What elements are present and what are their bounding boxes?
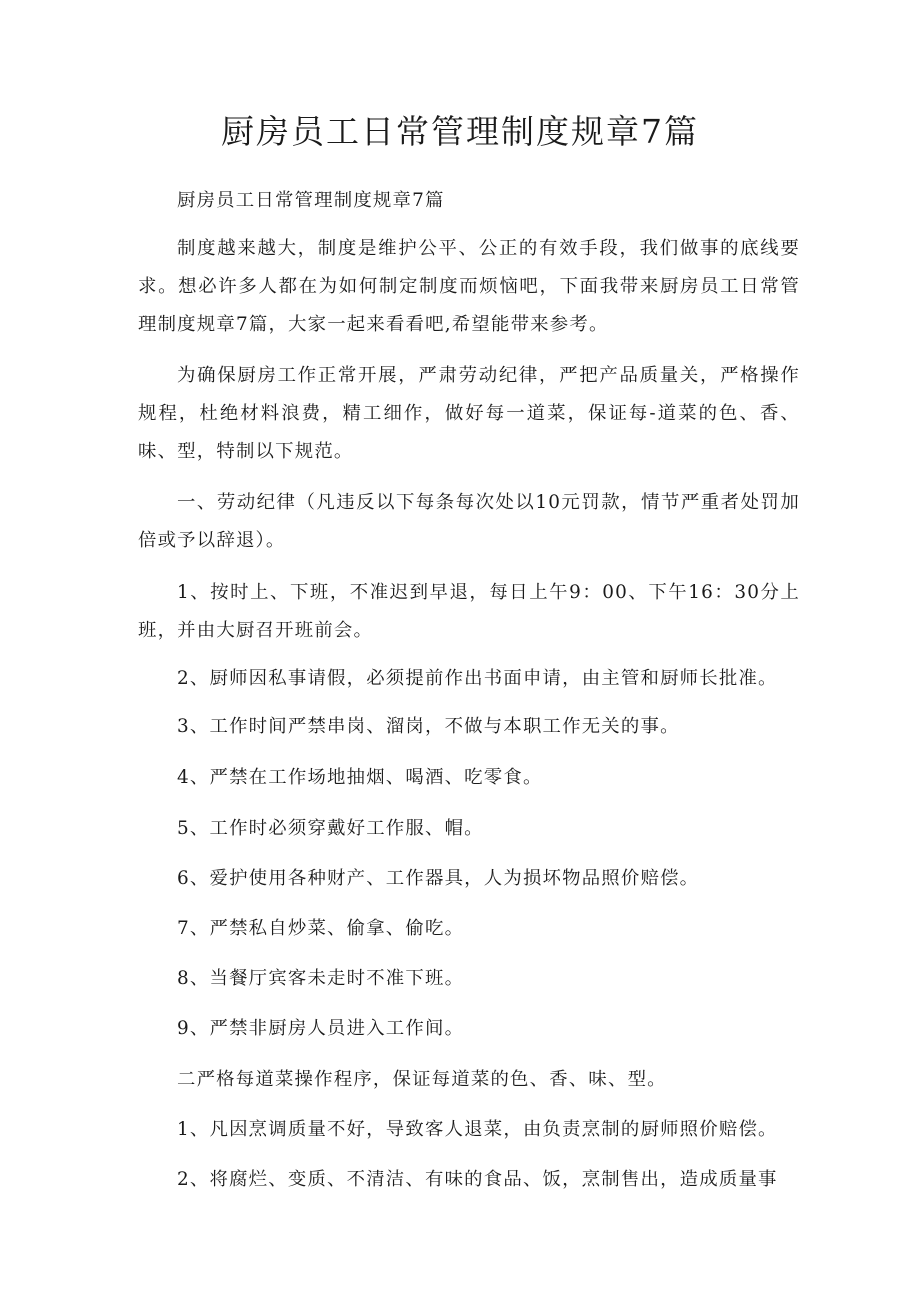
list-item: 9、严禁非厨房人员进入工作间。 — [177, 1018, 465, 1039]
list-item: 1、按时上、下班，不准迟到早退，每日上午9：00、下午16：30分上班，并由大厨召开班前会。 — [138, 582, 800, 641]
list-item: 2、厨师因私事请假，必须提前作出书面申请，由主管和厨师长批准。 — [177, 668, 778, 689]
list-item: 3、工作时间严禁串岗、溜岗，不做与本职工作无关的事。 — [177, 716, 680, 737]
list-item: 6、爱护使用各种财产、工作器具，人为损坏物品照价赔偿。 — [177, 868, 700, 889]
list-item: 1、凡因烹调质量不好，导致客人退菜，由负责烹制的厨师照价赔偿。 — [177, 1119, 778, 1140]
list-item: 2、将腐烂、变质、不清洁、有味的食品、饭，烹制售出，造成质量事 — [177, 1169, 778, 1190]
list-item: 4、严禁在工作场地抽烟、喝酒、吃零食。 — [177, 767, 543, 788]
section-1-heading: 一、劳动纪律（凡违反以下每条每次处以10元罚款，情节严重者处罚加倍或予以辞退）。 — [138, 492, 800, 551]
section-2-heading: 二严格每道菜操作程序，保证每道菜的色、香、味、型。 — [177, 1069, 667, 1090]
list-item: 8、当餐厅宾客未走时不准下班。 — [177, 968, 465, 989]
list-item: 5、工作时必须穿戴好工作服、帽。 — [177, 818, 484, 839]
document-subtitle: 厨房员工日常管理制度规章7篇 — [177, 190, 445, 211]
document-title: 厨房员工日常管理制度规章7篇 — [221, 112, 699, 151]
purpose-paragraph: 为确保厨房工作正常开展，严肃劳动纪律，严把产品质量关，严格操作规程，杜绝材料浪费，精工细作，做好每一道菜，保证每-道菜的色、香、味、型，特制以下规范。 — [138, 365, 800, 462]
list-item: 7、严禁私自炒菜、偷拿、偷吃。 — [177, 918, 465, 939]
intro-paragraph: 制度越来越大，制度是维护公平、公正的有效手段，我们做事的底线要求。想必许多人都在为如何制定制度而烦恼吧，下面我带来厨房员工日常管理制度规章7篇，大家一起来看看吧,希望能带来参考。 — [138, 238, 800, 335]
